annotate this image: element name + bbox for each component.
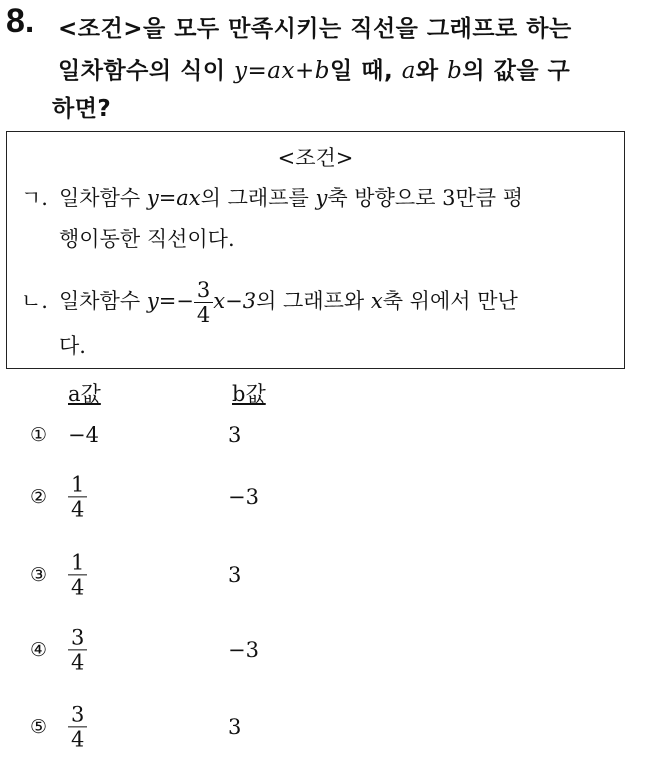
fraction-numerator: 3 <box>194 278 213 303</box>
question-text-line-1: <조건>을 모두 만족시키는 직선을 그래프로 하는 <box>58 16 572 42</box>
fraction-denominator: 4 <box>71 727 85 752</box>
answer-option-3[interactable] <box>30 545 430 605</box>
option-b-value: 3 <box>228 563 242 587</box>
condition-marker: ㄴ. <box>21 289 48 314</box>
condition-1 <box>21 182 523 212</box>
fraction <box>68 702 87 751</box>
question-text-fragment: 일차함수의 식이 <box>58 58 235 84</box>
option-marker: ② <box>30 486 48 508</box>
answer-option-2[interactable] <box>30 467 430 527</box>
condition-text: 의 그래프와 <box>256 289 371 314</box>
option-marker: ③ <box>30 564 48 586</box>
condition-equation: y=ax <box>146 186 201 210</box>
option-a-value <box>68 702 87 751</box>
option-marker: ⑤ <box>30 716 48 738</box>
condition-text: 일차함수 <box>59 289 147 314</box>
fraction <box>68 472 87 521</box>
option-b-value: −3 <box>228 638 259 662</box>
variable-b: b <box>447 58 463 84</box>
option-a-value <box>68 625 87 674</box>
fraction <box>68 625 87 674</box>
option-a-value: −4 <box>68 423 99 447</box>
condition-text: 의 그래프를 <box>200 186 316 210</box>
answer-option-4[interactable] <box>30 620 430 680</box>
question-text-fragment: 의 값을 구 <box>462 58 571 84</box>
option-b-value: 3 <box>228 715 242 739</box>
condition-text: 축 방향으로 3만큼 평 <box>327 186 523 210</box>
fraction-denominator: 4 <box>71 650 85 675</box>
option-marker: ④ <box>30 639 48 661</box>
question-text-line-3: 하면? <box>52 96 112 122</box>
question-number: 8. <box>6 2 35 40</box>
condition-equation: x−3 <box>213 289 257 314</box>
condition-2-continued: 다. <box>59 334 86 358</box>
option-a-value <box>68 550 87 599</box>
fraction-denominator: 4 <box>71 575 85 600</box>
condition-2 <box>21 278 518 327</box>
fraction-numerator: 3 <box>68 625 87 650</box>
condition-1-continued: 행이동한 직선이다. <box>59 227 235 251</box>
axis-variable: x <box>370 289 383 314</box>
condition-text: 축 위에서 만난 <box>382 289 518 314</box>
fraction <box>194 278 213 327</box>
question-text-fragment: 와 <box>415 58 448 84</box>
conditions-title: <조건> <box>277 146 354 170</box>
fraction-denominator: 4 <box>71 497 85 522</box>
column-header-b: b값 <box>232 382 266 406</box>
column-header-a: a값 <box>68 382 101 406</box>
answer-option-5[interactable] <box>30 697 430 757</box>
option-b-value: −3 <box>228 485 259 509</box>
condition-equation: y=− <box>146 289 194 314</box>
option-marker: ① <box>30 424 48 446</box>
condition-marker: ㄱ. <box>21 186 48 210</box>
question-text-line-2 <box>58 52 570 85</box>
function-equation: y=ax+b <box>234 58 330 84</box>
answer-option-1[interactable] <box>30 405 430 465</box>
fraction-numerator: 1 <box>68 472 87 497</box>
variable-a: a <box>401 58 416 84</box>
fraction-denominator: 4 <box>196 303 211 328</box>
question-text-fragment: 일 때, <box>330 58 402 84</box>
fraction-numerator: 3 <box>68 702 87 727</box>
axis-variable: y <box>315 186 328 210</box>
conditions-box <box>6 131 625 369</box>
fraction-numerator: 1 <box>68 550 87 575</box>
condition-text: 일차함수 <box>59 186 147 210</box>
option-a-value <box>68 472 87 521</box>
fraction <box>68 550 87 599</box>
option-b-value: 3 <box>228 423 242 447</box>
